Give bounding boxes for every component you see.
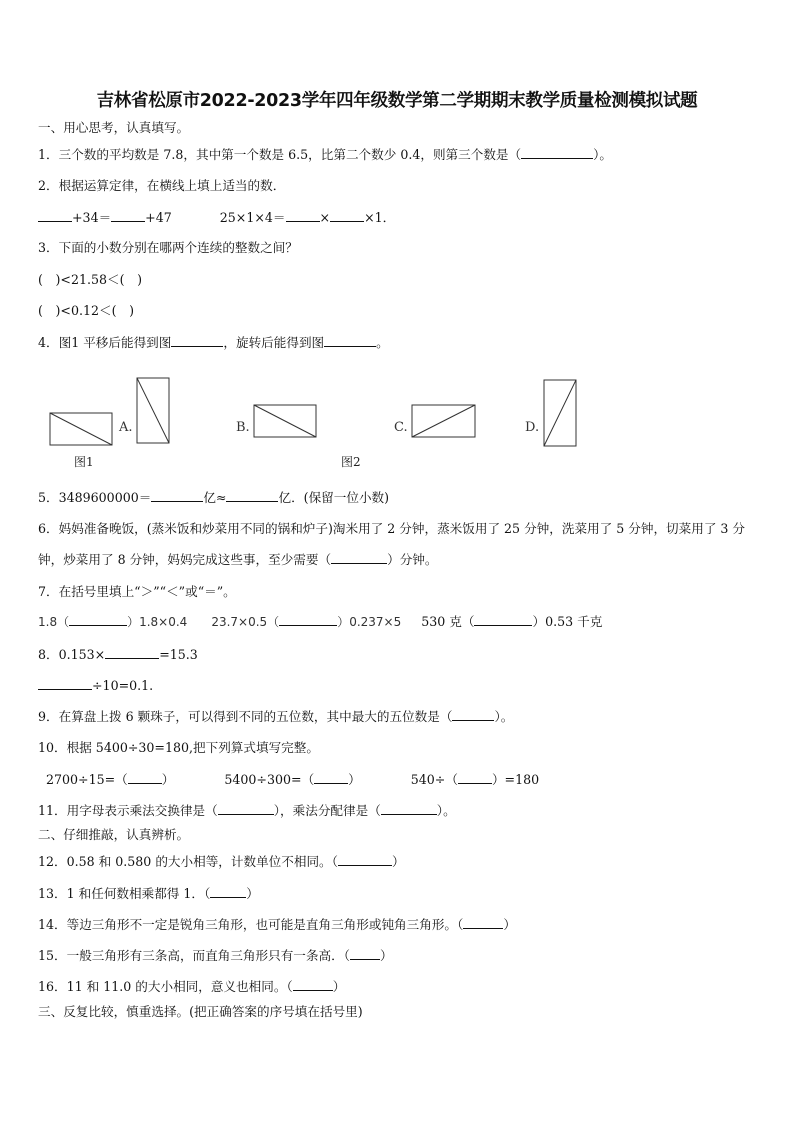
q2-part: 25×1×4＝: [219, 210, 286, 225]
q7-part: 530 克（: [421, 614, 475, 629]
option-d-diagonal: [544, 380, 576, 446]
q4-part: ，旋转后能得到图: [223, 335, 325, 350]
answer-blank-6[interactable]: [331, 551, 387, 564]
page-title: 吉林省松原市2022-2023学年四年级数学第二学期期末教学质量检测模拟试题: [96, 91, 698, 111]
question-5: [38, 489, 389, 506]
q10-part: 5400÷300=（: [224, 772, 315, 787]
q7-part: ）0.53 千克: [532, 614, 603, 629]
q13-part: 13．1 和任何数相乘都得 1．（: [38, 886, 211, 901]
option-a-label: A.: [119, 420, 133, 435]
question-4: [38, 334, 389, 351]
answer-blank-7c[interactable]: [474, 614, 532, 626]
question-13: [38, 885, 259, 902]
option-d-label: D.: [525, 420, 540, 435]
question-2: 2．根据运算定律，在横线上填上适当的数．: [38, 178, 286, 193]
answer-blank-2a[interactable]: [38, 209, 72, 222]
option-b-diagonal: [254, 405, 316, 437]
answer-blank-15[interactable]: [350, 947, 380, 960]
q12-part: ）: [391, 854, 405, 869]
answer-blank-13[interactable]: [210, 885, 246, 898]
q14-part: ）: [503, 917, 516, 932]
section-3-heading: 三、反复比较，慎重选择。(把正确答案的序号填在括号里): [38, 1004, 363, 1019]
question-6: [38, 513, 760, 575]
question-10: 10．根据 5400÷30=180,把下列算式填写完整。: [38, 740, 319, 755]
q7-part: 1.8（: [38, 615, 70, 629]
answer-blank-7b[interactable]: [279, 614, 337, 626]
q8-part: ÷10=0.1.: [92, 678, 154, 693]
option-c-diagonal: [412, 405, 475, 437]
q4-part: 。: [376, 335, 389, 350]
answer-blank-8a[interactable]: [105, 646, 159, 659]
q7-part: ）0.237×5: [337, 615, 402, 629]
q2-part: ×: [319, 210, 331, 225]
q13-part: ）: [246, 886, 259, 901]
answer-blank-2c[interactable]: [286, 209, 320, 222]
q15-part: ）: [379, 948, 393, 963]
q8-part: 8．0.153×: [38, 647, 106, 662]
question-1-end: ）。: [593, 147, 612, 162]
question-6-end: ）分钟。: [387, 552, 438, 567]
figure-1-caption: 图1: [74, 455, 94, 469]
q11-part: 11．用字母表示乘法交换律是（: [38, 803, 218, 818]
answer-blank-14[interactable]: [463, 916, 503, 929]
q11-part: ），乘法分配律是（: [273, 803, 381, 818]
question-8: [38, 646, 198, 663]
q7-part: 23.7×0.5（: [211, 615, 280, 629]
q16-part: ）: [332, 979, 346, 994]
question-6-text: 6．妈妈准备晚饭，(蒸米饭和炒菜用不同的锅和炉子)淘米用了 2 分钟，蒸米饭用了 25 分钟，洗菜用了 5 分钟，切菜用了 3 分钟，炒菜用了 8 分钟，妈妈完成这些事，至少需要（: [38, 521, 746, 567]
answer-blank-10c[interactable]: [458, 771, 492, 784]
question-7: 7．在括号里填上“＞”“＜”或“＝”。: [38, 584, 236, 599]
answer-blank-10b[interactable]: [314, 771, 348, 784]
answer-blank-9[interactable]: [452, 708, 494, 721]
q9-part: ）。: [494, 709, 514, 724]
q7-part: ）1.8×0.4: [127, 615, 188, 629]
q10-part: ）: [161, 772, 175, 787]
q15-part: 15．一般三角形有三条高，而直角三角形只有一条高．（: [38, 948, 350, 963]
q14-part: 14．等边三角形不一定是锐角三角形，也可能是直角三角形或钝角三角形。（: [38, 917, 464, 932]
answer-blank-4b[interactable]: [324, 334, 376, 347]
option-c-label: C.: [394, 420, 408, 435]
question-16: [38, 978, 345, 995]
answer-blank-11a[interactable]: [218, 802, 274, 815]
answer-blank-8b[interactable]: [38, 677, 92, 690]
q10-part: 2700÷15=（: [46, 772, 128, 787]
answer-blank-2d[interactable]: [330, 209, 364, 222]
q10-part: ）=180: [491, 772, 540, 787]
q9-part: 9．在算盘上拨 6 颗珠子，可以得到不同的五位数，其中最大的五位数是（: [38, 709, 453, 724]
q2-part: +34＝: [72, 210, 112, 225]
question-3: 3．下面的小数分别在哪两个连续的整数之间？: [38, 240, 298, 255]
figure-1-diagonal: [50, 413, 112, 445]
q2-part: +47: [145, 210, 172, 225]
q10-part: ）: [348, 772, 361, 787]
question-14: [38, 916, 516, 933]
answer-blank-12[interactable]: [338, 853, 392, 866]
option-a-diagonal: [137, 378, 169, 443]
answer-blank-11b[interactable]: [381, 802, 437, 815]
q11-part: ）。: [436, 803, 456, 818]
q5-part: 亿．(保留一位小数): [278, 490, 390, 505]
answer-blank-5a[interactable]: [151, 489, 203, 502]
q5-part: 5．3489600000＝: [38, 490, 152, 505]
answer-blank-5b[interactable]: [226, 489, 278, 502]
answer-blank-10a[interactable]: [128, 771, 162, 784]
question-7-comparisons: [38, 614, 602, 630]
q8-part: =15.3: [159, 647, 198, 662]
q16-part: 16．11 和 11.0 的大小相同，意义也相同。（: [38, 979, 293, 994]
section-2-heading: 二、仔细推敲，认真辨析。: [38, 827, 190, 842]
q4-part: 4．图1 平移后能得到图: [38, 335, 172, 350]
question-15: [38, 947, 393, 964]
answer-blank-7a[interactable]: [69, 614, 127, 626]
section-1-heading: 一、用心思考，认真填写。: [38, 120, 190, 135]
question-1: [38, 146, 612, 163]
answer-blank-2b[interactable]: [111, 209, 145, 222]
answer-blank-1[interactable]: [521, 146, 593, 159]
option-b-label: B.: [236, 420, 250, 435]
question-3-line-b: ( )<0.12＜( ): [38, 303, 135, 318]
answer-blank-16[interactable]: [293, 978, 333, 991]
q5-part: 亿≈: [203, 490, 227, 505]
question-8-second: [38, 677, 153, 694]
q2-part: ×1．: [364, 210, 396, 225]
question-11: [38, 802, 456, 819]
question-2-exercises: [38, 209, 395, 226]
question-4-figure: [40, 368, 600, 473]
question-10-exercises: [46, 771, 539, 788]
figure-2-caption: 图2: [341, 455, 361, 469]
q12-part: 12．0.58 和 0.580 的大小相等，计数单位不相同。（: [38, 854, 338, 869]
q10-part: 540÷（: [410, 772, 458, 787]
answer-blank-4a[interactable]: [171, 334, 223, 347]
question-9: [38, 708, 513, 725]
question-3-line-a: ( )<21.58＜( ): [38, 272, 143, 287]
question-1-text: 1．三个数的平均数是 7.8，其中第一个数是 6.5，比第二个数少 0.4，则第三个数是（: [38, 147, 522, 162]
question-12: [38, 853, 405, 870]
